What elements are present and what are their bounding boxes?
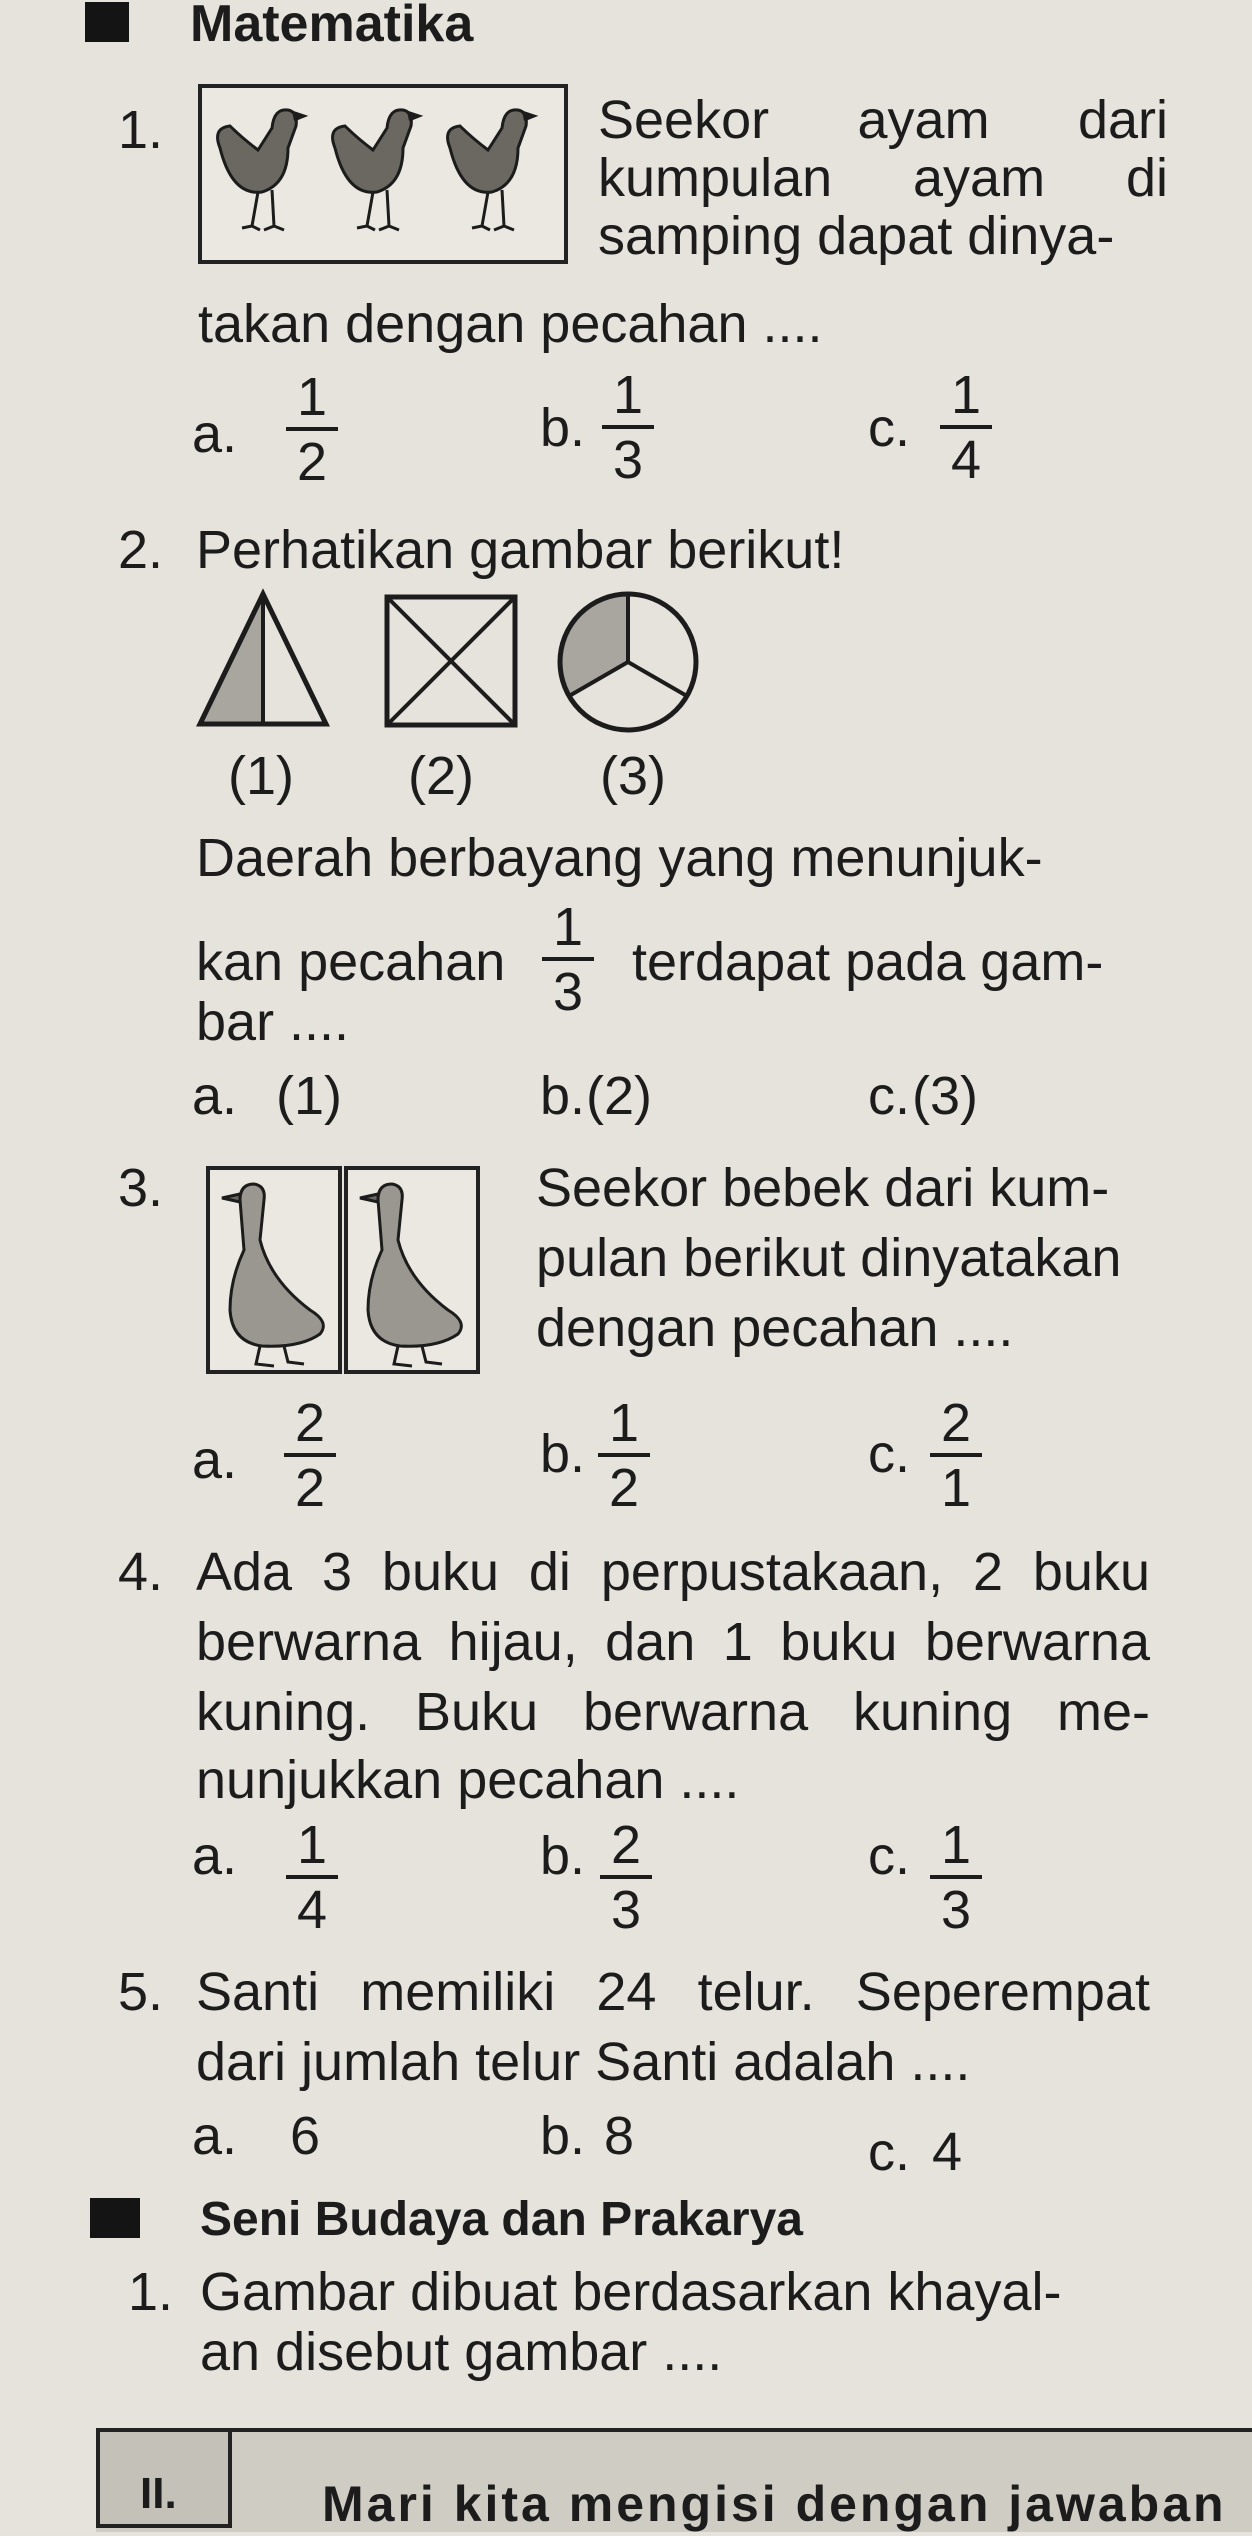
q5-option-b-letter: b. (540, 2106, 586, 2166)
q3-line-1: Seekor bebek dari kum- (536, 1158, 1110, 1218)
numerator: 1 (296, 367, 328, 427)
q2-line-2b: terdapat pada gam- (632, 932, 1104, 992)
q3-number: 3. (118, 1158, 164, 1218)
denominator: 3 (552, 962, 584, 1022)
q3-option-b-fraction (594, 1393, 654, 1518)
q2-figure-label-3: (3) (600, 746, 666, 806)
q4-option-b-fraction (596, 1815, 656, 1940)
q2-prompt: Perhatikan gambar berikut! (196, 520, 845, 580)
q3-option-c-letter: c. (868, 1424, 911, 1484)
denominator: 4 (950, 430, 982, 490)
q2-option-c-letter: c. (868, 1066, 911, 1126)
art-q1-line-2: an disebut gambar .... (200, 2322, 723, 2382)
q1-line-3: samping dapat dinya- (598, 206, 1115, 266)
denominator: 3 (610, 1880, 642, 1940)
q1-line-4: takan dengan pecahan .... (198, 294, 823, 354)
denominator: 2 (294, 1458, 326, 1518)
numerator: 1 (612, 365, 644, 425)
q1-option-a-letter: a. (192, 404, 238, 464)
numerator: 2 (610, 1815, 642, 1875)
numerator: 1 (608, 1393, 640, 1453)
q4-number: 4. (118, 1542, 164, 1602)
triangle-figure (196, 590, 330, 728)
q1-number: 1. (118, 100, 164, 160)
q4-option-c-fraction (926, 1815, 986, 1940)
q1-option-c-fraction (936, 365, 996, 490)
q5-option-c-letter: c. (868, 2122, 911, 2182)
numerator: 2 (940, 1393, 972, 1453)
q2-line-3: bar .... (196, 992, 350, 1052)
q2-option-c-text: (3) (912, 1066, 978, 1126)
q1-option-a-fraction (282, 367, 342, 492)
duck-picture-2 (344, 1166, 480, 1374)
duck-picture-1 (206, 1166, 342, 1374)
q1-option-b-letter: b. (540, 398, 586, 458)
section-bullet-icon (90, 2198, 140, 2238)
numerator: 1 (950, 365, 982, 425)
q2-figure-label-2: (2) (408, 746, 474, 806)
q5-line-2: dari jumlah telur Santi adalah .... (196, 2032, 971, 2092)
square-figure (384, 594, 518, 728)
art-q1-number: 1. (128, 2262, 174, 2322)
q2-inline-fraction (538, 897, 598, 1022)
q3-option-a-letter: a. (192, 1430, 238, 1490)
numerator: 1 (940, 1815, 972, 1875)
q2-option-b-letter: b. (540, 1066, 586, 1126)
denominator: 1 (940, 1458, 972, 1518)
numerator: 2 (294, 1393, 326, 1453)
q5-option-a-letter: a. (192, 2106, 238, 2166)
q4-line-2: berwarna hijau, dan 1 buku berwarna (196, 1612, 1150, 1672)
denominator: 2 (296, 432, 328, 492)
q1-line-2: kumpulan ayam di (598, 148, 1168, 208)
q4-line-1: Ada 3 buku di perpustakaan, 2 buku (196, 1542, 1150, 1602)
q5-line-1: Santi memiliki 24 telur. Seperempat (196, 1962, 1150, 2022)
q5-option-a-text: 6 (290, 2106, 321, 2166)
section-title-art: Seni Budaya dan Prakarya (200, 2193, 803, 2246)
q2-line-1: Daerah berbayang yang menunjuk- (196, 828, 1043, 888)
q3-line-2: pulan berikut dinyatakan (536, 1228, 1122, 1288)
art-q1-line-1: Gambar dibuat berdasarkan khayal- (200, 2262, 1062, 2322)
numerator: 1 (552, 897, 584, 957)
q3-option-b-letter: b. (540, 1424, 586, 1484)
q3-option-a-fraction (280, 1393, 340, 1518)
q4-option-a-fraction (282, 1815, 342, 1940)
q1-line-1: Seekor ayam dari (598, 90, 1168, 150)
footer-text: Mari kita mengisi dengan jawaban (322, 2476, 1227, 2532)
q1-option-c-letter: c. (868, 398, 911, 458)
q4-option-a-letter: a. (192, 1826, 238, 1886)
denominator: 3 (612, 430, 644, 490)
q2-line-2a: kan pecahan (196, 932, 506, 992)
q5-option-b-text: 8 (604, 2106, 635, 2166)
footer-roman: II. (140, 2469, 177, 2518)
circle-figure (556, 590, 700, 734)
q2-option-a-text: (1) (276, 1066, 342, 1126)
denominator: 2 (608, 1458, 640, 1518)
q1-option-b-fraction (598, 365, 658, 490)
q3-option-c-fraction (926, 1393, 986, 1518)
q2-option-b-text: (2) (586, 1066, 652, 1126)
q2-option-a-letter: a. (192, 1066, 238, 1126)
q2-figure-label-1: (1) (228, 746, 294, 806)
denominator: 4 (296, 1880, 328, 1940)
q4-line-4: nunjukkan pecahan .... (196, 1750, 740, 1810)
numerator: 1 (296, 1815, 328, 1875)
q2-number: 2. (118, 520, 164, 580)
section-bullet-icon (85, 2, 129, 42)
denominator: 3 (940, 1880, 972, 1940)
section-title-math: Matematika (190, 0, 474, 53)
q4-option-b-letter: b. (540, 1826, 586, 1886)
q5-number: 5. (118, 1962, 164, 2022)
q5-option-c-text: 4 (932, 2122, 963, 2182)
q3-line-3: dengan pecahan .... (536, 1298, 1014, 1358)
q4-option-c-letter: c. (868, 1826, 911, 1886)
q4-line-3: kuning. Buku berwarna kuning me- (196, 1682, 1150, 1742)
chickens-picture (198, 84, 568, 264)
